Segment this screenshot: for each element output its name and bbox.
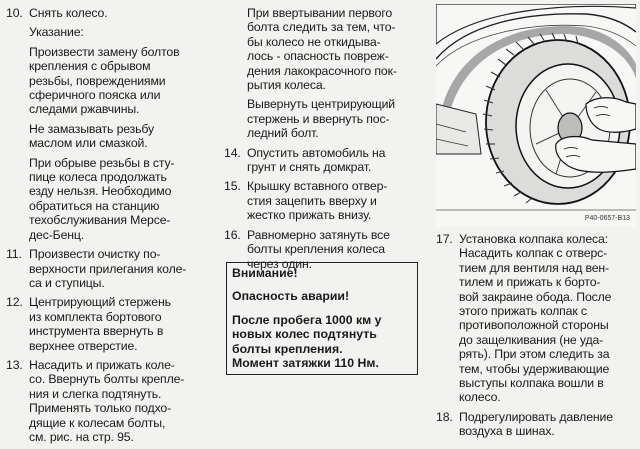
step-13 <box>6 358 211 444</box>
column-middle <box>224 6 424 276</box>
step-text: Равномерно затянуть все болты крепления колеса через один. <box>247 227 390 271</box>
step-13-continuation: При ввертывании первого болта следить за тем, что- бы колесо не откидыва- лось - опасность повреж- дения лакокрасочного пок- рытия колеса. <box>247 6 397 93</box>
figure-id: P40-0657-B13 <box>584 215 630 222</box>
step-text: Произвести очистку по- верхности прилегания коле- са и ступицы. <box>29 247 187 290</box>
step-number: 14. <box>224 145 241 160</box>
column-left <box>6 6 211 449</box>
step-11 <box>6 247 211 290</box>
step-15 <box>224 179 424 222</box>
step-12 <box>6 295 211 353</box>
step-text: Крышку вставного отвер- стия зацепить вверху и жестко прижать внизу. <box>247 179 388 223</box>
wheel-cover-install-illustration <box>436 4 636 226</box>
step-10 <box>6 6 211 20</box>
step-13-continuation-2: Вывернуть центрирующий стержень и ввернуть пос- ледний болт. <box>247 97 396 141</box>
warning-title: Внимание! <box>232 266 298 280</box>
note-paragraph-2: Не замазывать резьбу маслом или смазкой. <box>29 121 155 151</box>
warning-danger: Опасность аварии! <box>232 289 350 304</box>
step-number: 16. <box>224 227 241 242</box>
step-18 <box>436 410 636 439</box>
wheel-cover-figure <box>436 4 636 226</box>
step-number: 12. <box>6 295 23 310</box>
step-text: Установка колпака колеса: Насадить колпак с отверс- тием для вентиля над вен- тилем и прижать к борто- вой закраине обода. После этого прижать колпак с противоположной стороны до защелкивания (не уда- рять). При этом следить за тем, чтобы удерживающие выступы колпака вошли в колесо. <box>459 232 612 405</box>
step-number: 10. <box>6 6 23 20</box>
step-text: Насадить и прижать коле- со. Ввернуть болты крепле- ния и слегка подтянуть. Применять только подхо- дящие к колесам болты, см. рис. на стр. 95. <box>29 357 185 444</box>
note-paragraph-3: При обрыве резьбы в сту- пице колеса продолжать езду нельзя. Необходимо обратиться на станцию техобслуживания Мерсе- дес-Бенц. <box>29 155 175 242</box>
step-number: 13. <box>6 357 23 372</box>
step-number: 18. <box>436 409 453 424</box>
warning-body: После пробега 1000 км у новых колес подтянуть болты крепления. Момент затяжки 110 Нм. <box>232 312 382 371</box>
step-text: Центрирующий стержень из комплекта бортового инструмента ввернуть в верхнее отверстие. <box>29 295 171 353</box>
step-14 <box>224 146 424 175</box>
note-paragraph-1: Произвести замену болтов крепления с обрывом резьбы, повреждениями сферичного пояска или следами ржавчины. <box>29 44 180 117</box>
step-text: Опустить автомобиль на грунт и снять домкрат. <box>247 145 386 175</box>
step-17 <box>436 232 636 405</box>
step-number: 15. <box>224 179 241 194</box>
step-number: 11. <box>6 247 22 262</box>
note-heading: Указание: <box>29 25 84 40</box>
warning-box <box>226 262 418 375</box>
step-text: Снять колесо. <box>29 6 108 20</box>
step-text: Подрегулировать давление воздуха в шинах. <box>459 409 613 439</box>
step-number: 17. <box>436 232 453 246</box>
